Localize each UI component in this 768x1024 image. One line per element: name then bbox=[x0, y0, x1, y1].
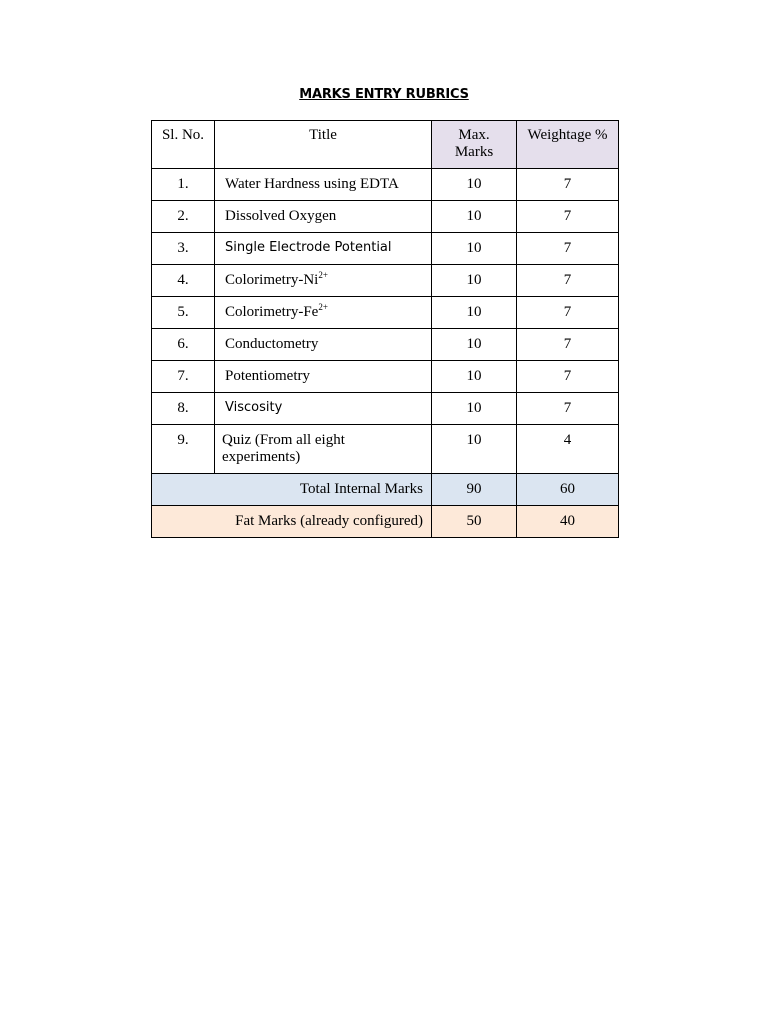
row-sl-no: 8. bbox=[152, 393, 215, 425]
row-weightage: 7 bbox=[517, 233, 619, 265]
row-max-marks: 10 bbox=[432, 329, 517, 361]
row-weightage: 7 bbox=[517, 265, 619, 297]
fat-marks-weightage: 40 bbox=[517, 506, 619, 538]
row-max-marks: 10 bbox=[432, 201, 517, 233]
header-max-marks-line1: Max. bbox=[458, 127, 490, 143]
row-weightage: 7 bbox=[517, 393, 619, 425]
row-weightage: 7 bbox=[517, 169, 619, 201]
row-title-line2: experiments) bbox=[222, 449, 301, 465]
row-sl-no: 6. bbox=[152, 329, 215, 361]
row-max-marks: 10 bbox=[432, 297, 517, 329]
row-title: Viscosity bbox=[215, 393, 432, 425]
table-row bbox=[152, 297, 619, 329]
header-title: Title bbox=[215, 121, 432, 169]
fat-marks-row bbox=[152, 506, 619, 538]
row-title: Single Electrode Potential bbox=[215, 233, 432, 265]
total-internal-row bbox=[152, 474, 619, 506]
row-weightage: 7 bbox=[517, 297, 619, 329]
row-sl-no: 4. bbox=[152, 265, 215, 297]
total-internal-max: 90 bbox=[432, 474, 517, 506]
header-sl-no: Sl. No. bbox=[152, 121, 215, 169]
total-internal-weightage: 60 bbox=[517, 474, 619, 506]
row-title bbox=[215, 297, 432, 329]
row-max-marks: 10 bbox=[432, 233, 517, 265]
row-max-marks: 10 bbox=[432, 425, 517, 474]
row-title-text: Colorimetry-Ni bbox=[225, 272, 319, 288]
table-row bbox=[152, 233, 619, 265]
row-sl-no: 5. bbox=[152, 297, 215, 329]
row-sl-no: 1. bbox=[152, 169, 215, 201]
row-sl-no: 9. bbox=[152, 425, 215, 474]
table-row bbox=[152, 169, 619, 201]
page-title: MARKS ENTRY RUBRICS bbox=[299, 87, 469, 102]
row-max-marks: 10 bbox=[432, 169, 517, 201]
header-max-marks bbox=[432, 121, 517, 169]
row-max-marks: 10 bbox=[432, 361, 517, 393]
row-title-line1: Quiz (From all eight bbox=[222, 432, 345, 448]
table-row bbox=[152, 393, 619, 425]
header-weightage: Weightage % bbox=[517, 121, 619, 169]
table-row bbox=[152, 201, 619, 233]
row-weightage: 7 bbox=[517, 361, 619, 393]
table-row bbox=[152, 329, 619, 361]
row-sl-no: 3. bbox=[152, 233, 215, 265]
row-title: Potentiometry bbox=[215, 361, 432, 393]
fat-marks-label: Fat Marks (already configured) bbox=[152, 506, 432, 538]
row-title bbox=[215, 265, 432, 297]
row-weightage: 4 bbox=[517, 425, 619, 474]
row-title: Conductometry bbox=[215, 329, 432, 361]
row-sl-no: 2. bbox=[152, 201, 215, 233]
table-header-row bbox=[152, 121, 619, 169]
table-row bbox=[152, 265, 619, 297]
header-max-marks-line2: Marks bbox=[454, 144, 494, 160]
table-row bbox=[152, 361, 619, 393]
table-row bbox=[152, 425, 619, 474]
row-title-charge: 2+ bbox=[318, 270, 328, 280]
row-title-text: Colorimetry-Fe bbox=[225, 304, 319, 320]
row-title: Water Hardness using EDTA bbox=[215, 169, 432, 201]
row-sl-no: 7. bbox=[152, 361, 215, 393]
total-internal-label: Total Internal Marks bbox=[152, 474, 432, 506]
row-max-marks: 10 bbox=[432, 265, 517, 297]
row-title: Dissolved Oxygen bbox=[215, 201, 432, 233]
row-title bbox=[215, 425, 432, 474]
row-weightage: 7 bbox=[517, 201, 619, 233]
marks-rubrics-table bbox=[151, 120, 619, 538]
row-weightage: 7 bbox=[517, 329, 619, 361]
fat-marks-max: 50 bbox=[432, 506, 517, 538]
row-title-charge: 2+ bbox=[318, 302, 328, 312]
row-max-marks: 10 bbox=[432, 393, 517, 425]
